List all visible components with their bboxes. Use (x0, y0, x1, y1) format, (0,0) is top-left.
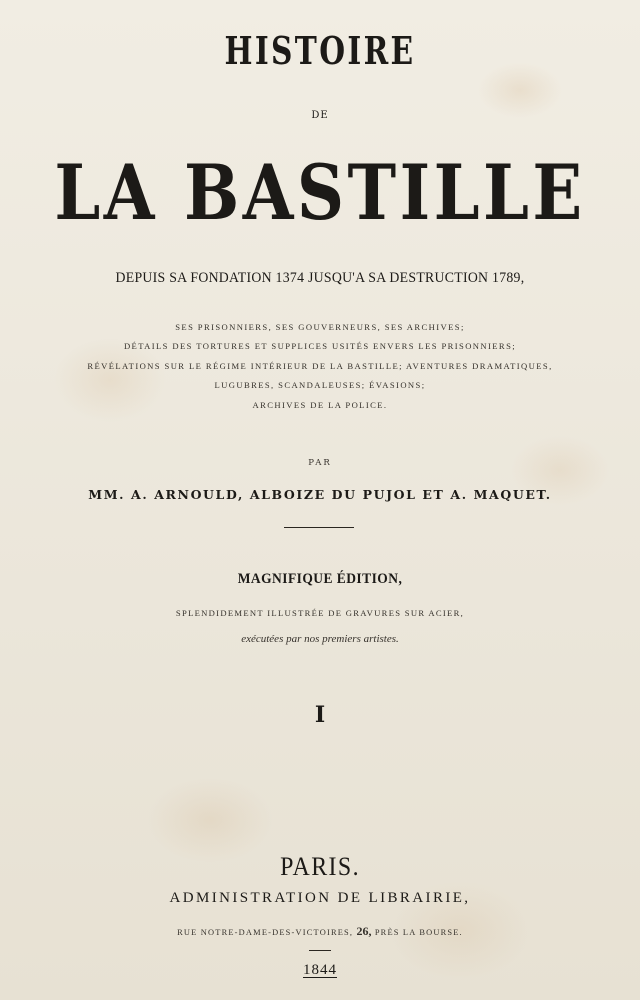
imprint-publisher: ADMINISTRATION DE LIBRAIRIE, (169, 890, 471, 906)
title-histoire: HISTOIRE (224, 28, 416, 73)
edition-executed: exécutées par nos premiers artistes. (241, 633, 399, 645)
description-line-4: LUGUBRES, SCANDALEUSES; ÉVASIONS; (214, 380, 426, 390)
imprint-address (0, 924, 640, 939)
description-line-1: SES PRISONNIERS, SES GOUVERNEURS, SES ARCHIVES; (175, 322, 465, 332)
title-la-bastille: LA BASTILLE (54, 148, 586, 237)
edition-title: MAGNIFIQUE ÉDITION, (237, 571, 403, 587)
by-label: PAR (308, 458, 332, 468)
description-line-5: ARCHIVES DE LA POLICE. (252, 400, 388, 410)
address-landmark: PRÈS LA BOURSE. (374, 928, 463, 937)
small-divider (309, 950, 331, 951)
imprint-city: PARIS. (280, 852, 360, 881)
authors: MM. A. ARNOULD, ALBOIZE DU PUJOL ET A. MAQUET. (88, 487, 552, 502)
description-line-2: DÉTAILS DES TORTURES ET SUPPLICES USITÉS ENVERS LES PRISONNIERS; (123, 341, 517, 351)
divider-rule (284, 527, 354, 528)
description-line-3: RÉVÉLATIONS SUR LE RÉGIME INTÉRIEUR DE LA BASTILLE; AVENTURES DRAMATIQUES, (87, 361, 553, 371)
volume-number: I (314, 702, 326, 728)
title-de: DE (311, 110, 329, 121)
address-number: 26, (356, 924, 372, 938)
subtitle-dates: DEPUIS SA FONDATION 1374 JUSQU'A SA DESTRUCTION 1789, (115, 270, 525, 286)
imprint-year: 1844 (303, 962, 337, 978)
edition-illustrated: SPLENDIDEMENT ILLUSTRÉE DE GRAVURES SUR ACIER, (175, 608, 465, 618)
address-street: RUE NOTRE-DAME-DES-VICTOIRES, (177, 928, 354, 937)
